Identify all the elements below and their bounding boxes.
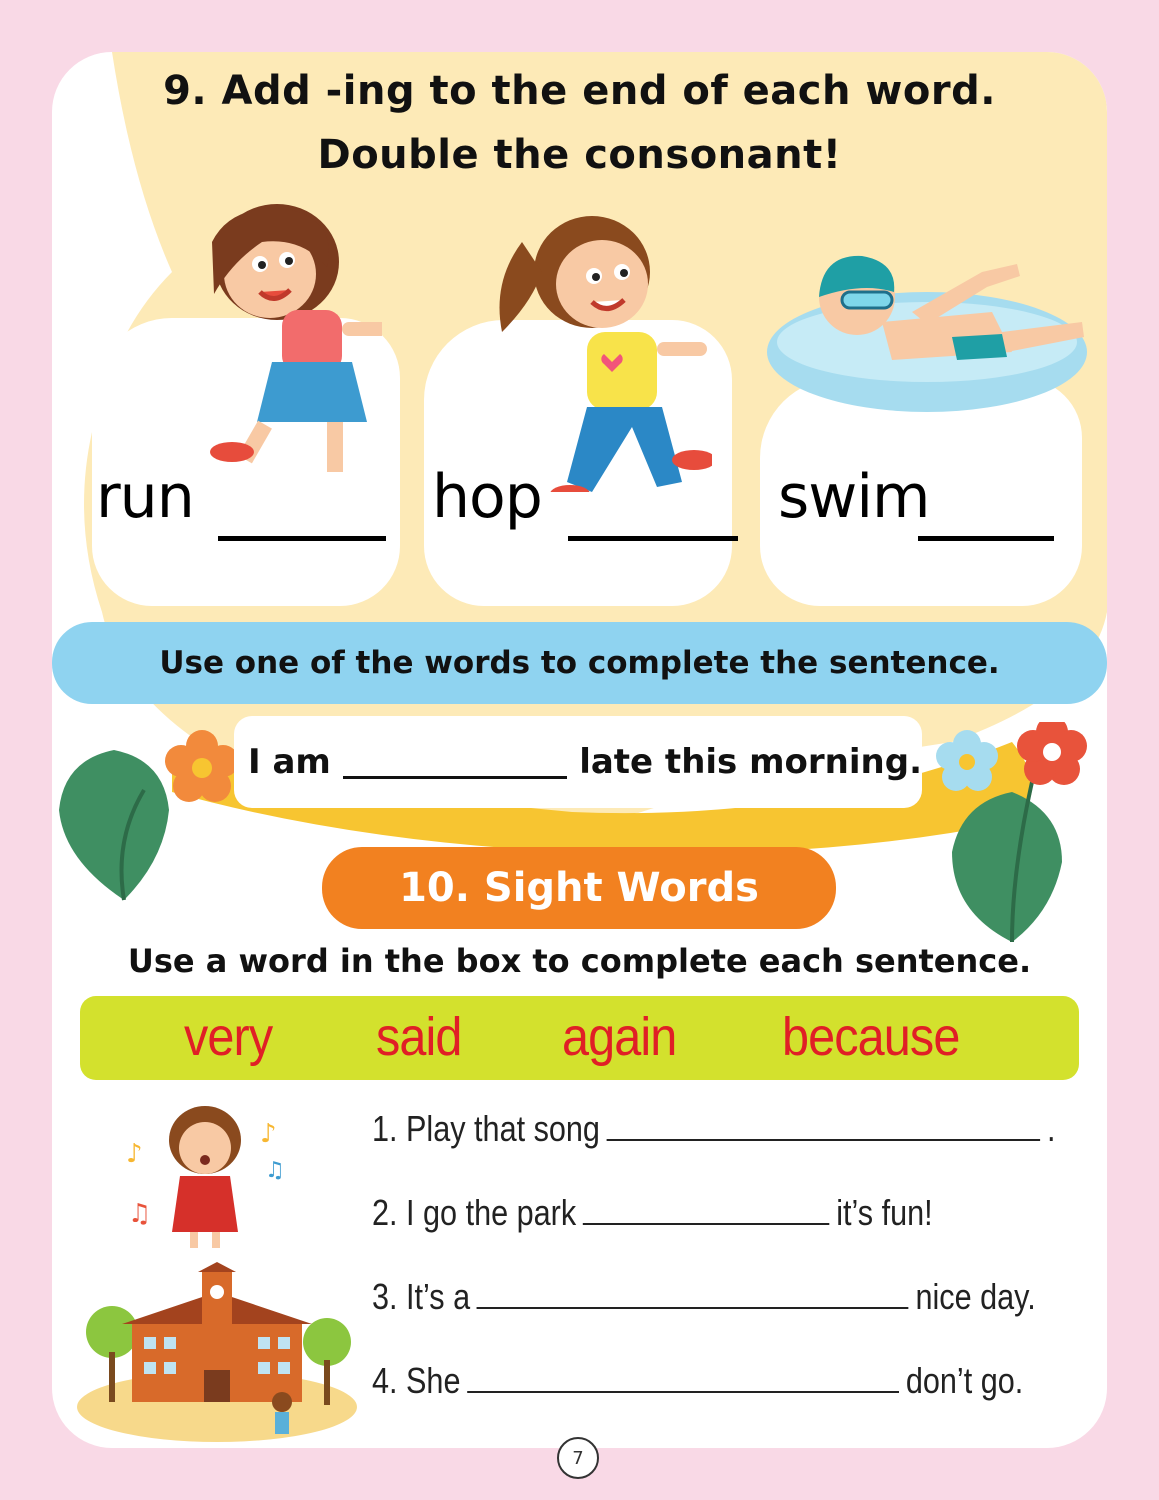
exercise-9-title: 9. Add -ing to the end of each word. — [163, 68, 996, 114]
singing-girl-icon — [120, 1102, 290, 1257]
exercise-3 — [372, 1276, 1036, 1318]
verb-hop: hop — [432, 462, 542, 532]
exercise-1-text: 1. Play that song — [372, 1108, 600, 1149]
worksheet-page — [52, 52, 1107, 1448]
complete-sentence-instruction: Use one of the words to complete the sentence. — [52, 622, 1107, 704]
exercise-4 — [372, 1360, 1023, 1402]
swimming-boy-icon — [762, 242, 1092, 417]
blank-hop[interactable] — [568, 536, 738, 541]
exercise-2-blank[interactable] — [583, 1193, 830, 1225]
section-10-instruction: Use a word in the box to complete each sentence. — [127, 942, 1032, 980]
exercise-2-end: it’s fun! — [836, 1192, 933, 1233]
word-bank-again: again — [562, 1007, 677, 1067]
svg-text:♪: ♪ — [126, 1139, 143, 1169]
page-number: 7 — [557, 1437, 599, 1479]
jumping-girl-icon — [482, 202, 712, 492]
word-bank-said: said — [376, 1007, 462, 1067]
school-building-icon — [72, 1262, 362, 1442]
sentence-end: late this morning. — [579, 742, 922, 782]
word-bank — [80, 996, 1079, 1080]
exercise-4-text: 4. She — [372, 1360, 461, 1401]
exercise-3-blank[interactable] — [477, 1277, 909, 1309]
exercise-2-text: 2. I go the park — [372, 1192, 577, 1233]
sentence-blank[interactable] — [343, 745, 567, 779]
exercise-1-end: . — [1047, 1108, 1056, 1149]
svg-text:♫: ♫ — [265, 1158, 285, 1183]
verb-swim: swim — [778, 462, 930, 532]
blank-swim[interactable] — [918, 536, 1054, 541]
exercise-3-end: nice day. — [915, 1276, 1036, 1317]
exercise-1-blank[interactable] — [607, 1109, 1041, 1141]
flower-leaf-left-icon — [54, 720, 254, 910]
sentence-start: I am — [248, 742, 331, 782]
exercise-1 — [372, 1108, 1056, 1150]
svg-text:♪: ♪ — [260, 1119, 277, 1149]
exercise-3-text: 3. It’s a — [372, 1276, 471, 1317]
blank-run[interactable] — [218, 536, 386, 541]
exercise-9-subtitle: Double the consonant! — [317, 132, 842, 178]
verb-run: run — [96, 462, 194, 532]
exercise-4-end: don’t go. — [905, 1360, 1024, 1401]
word-bank-because: because — [782, 1007, 960, 1067]
flower-leaf-right-icon — [912, 722, 1107, 952]
exercise-4-blank[interactable] — [467, 1361, 899, 1393]
sentence-box — [234, 716, 922, 808]
svg-text:♫: ♫ — [128, 1199, 152, 1229]
word-bank-very: very — [184, 1007, 273, 1067]
section-10-title: 10. Sight Words — [322, 847, 836, 929]
exercise-2 — [372, 1192, 933, 1234]
running-girl-icon — [152, 202, 382, 472]
